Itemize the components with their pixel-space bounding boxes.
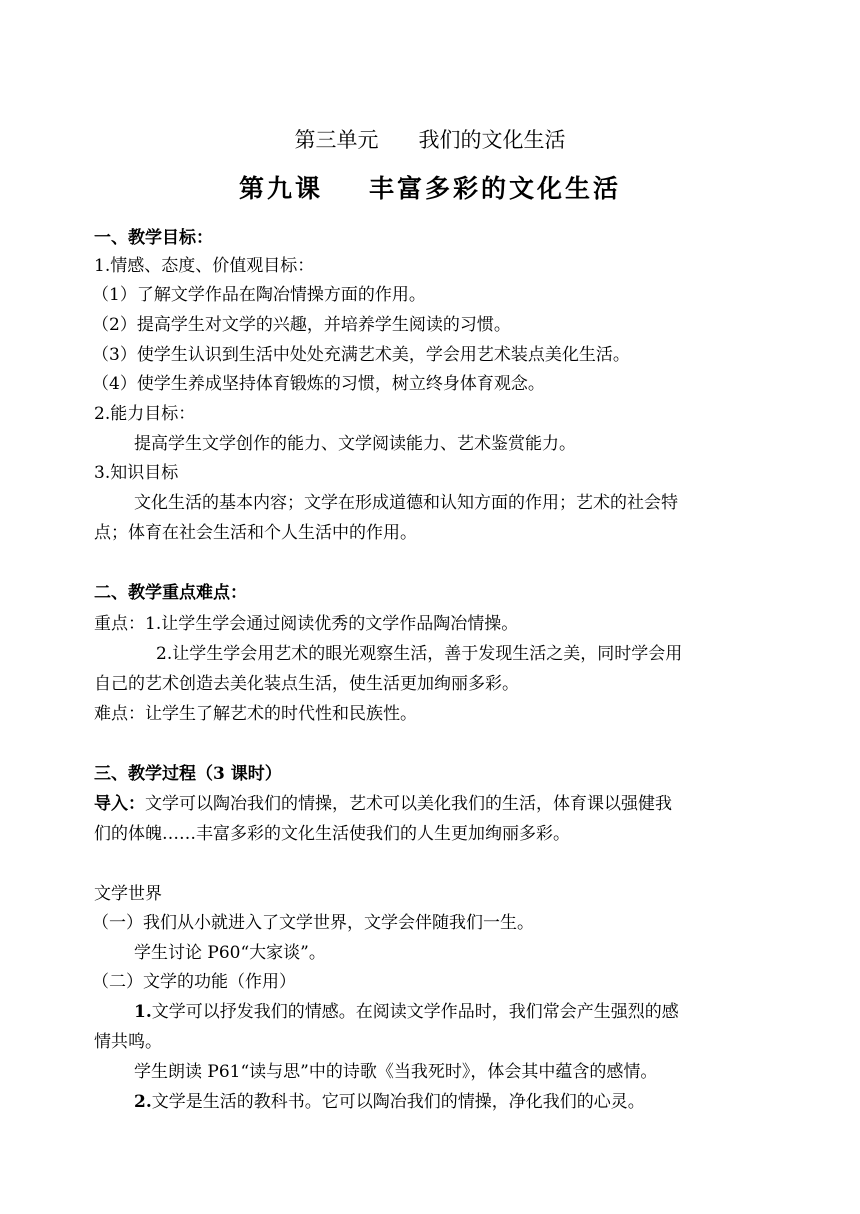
goal-emotion-heading: 1.情感、态度、价值观目标： xyxy=(94,256,315,276)
intro-label: 导入： xyxy=(94,794,145,814)
intro-text: 文学可以陶冶我们的情操，艺术可以美化我们的生活，体育课以强健我 xyxy=(145,794,672,814)
goal-knowledge-text: 文化生活的基本内容；文学在形成道德和认知方面的作用；艺术的社会特 xyxy=(134,493,678,513)
key-point-2: 2.让学生学会用艺术的眼光观察生活，善于发现生活之美，同时学会用 xyxy=(156,644,683,664)
key-point-2-cont: 自己的艺术创造去美化装点生活，使生活更加绚丽多彩。 xyxy=(94,674,519,694)
intro-text-cont: 们的体魄……丰富多彩的文化生活使我们的人生更加绚丽多彩。 xyxy=(94,824,570,844)
goal-knowledge-heading: 3.知识目标 xyxy=(94,463,179,483)
lesson-name: 丰富多彩的文化生活 xyxy=(369,174,622,203)
intro-paragraph xyxy=(94,794,672,814)
section-heading-objectives: 一、教学目标： xyxy=(94,228,213,248)
section-heading-process: 三、教学过程（3 课时） xyxy=(94,764,282,784)
function-1-cont: 情共鸣。 xyxy=(94,1032,162,1052)
goal-item: （3）使学生认识到生活中处处充满艺术美，学会用艺术装点美化生活。 xyxy=(92,345,630,365)
function-1-text: 文学可以抒发我们的情感。在阅读文学作品时，我们常会产生强烈的感 xyxy=(151,1002,679,1022)
function-1-activity: 学生朗读 P61“读与思”中的诗歌《当我死时》，体会其中蕴含的感情。 xyxy=(134,1062,658,1082)
goal-item: （4）使学生养成坚持体育锻炼的习惯，树立终身体育观念。 xyxy=(92,374,545,394)
goal-knowledge-text-cont: 点；体育在社会生活和个人生活中的作用。 xyxy=(94,523,417,543)
unit-title xyxy=(0,130,860,150)
difficulty: 难点：让学生了解艺术的时代性和民族性。 xyxy=(94,704,417,724)
function-1 xyxy=(134,1002,679,1022)
goal-ability-text: 提高学生文学创作的能力、文学阅读能力、艺术鉴赏能力。 xyxy=(134,434,576,454)
key-point-1: 重点：1.让学生学会通过阅读优秀的文学作品陶冶情操。 xyxy=(94,614,519,634)
function-2 xyxy=(134,1092,645,1112)
unit-name: 我们的文化生活 xyxy=(418,128,566,152)
literature-point-1: （一）我们从小就进入了文学世界，文学会伴随我们一生。 xyxy=(92,913,534,933)
lesson-number: 第九课 xyxy=(238,174,323,203)
goal-ability-heading: 2.能力目标： xyxy=(94,404,196,424)
function-1-number: 1. xyxy=(134,1002,152,1022)
function-2-text: 文学是生活的教科书。它可以陶冶我们的情操，净化我们的心灵。 xyxy=(151,1092,645,1112)
goal-item: （2）提高学生对文学的兴趣，并培养学生阅读的习惯。 xyxy=(92,315,511,335)
lesson-title xyxy=(0,174,860,203)
function-2-number: 2. xyxy=(134,1092,152,1112)
unit-number: 第三单元 xyxy=(294,128,379,152)
literature-heading: 文学世界 xyxy=(94,884,162,904)
literature-point-2: （二）文学的功能（作用） xyxy=(92,972,296,992)
literature-point-1-activity: 学生讨论 P60“大家谈”。 xyxy=(134,943,326,963)
section-heading-keypoints: 二、教学重点难点： xyxy=(94,583,247,603)
goal-item: （1）了解文学作品在陶冶情操方面的作用。 xyxy=(92,285,426,305)
